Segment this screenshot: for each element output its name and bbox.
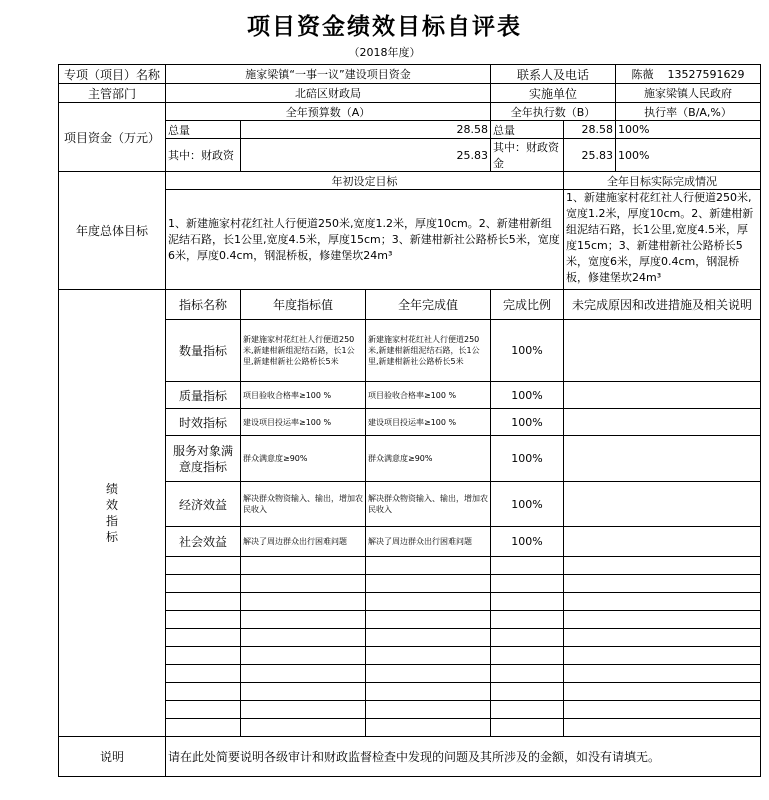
empty-cell: [241, 575, 366, 593]
empty-cell: [241, 701, 366, 719]
empty-cell: [564, 665, 761, 683]
empty-cell: [241, 719, 366, 737]
completed-value: 项目验收合格率≥100 %: [366, 382, 491, 409]
annual-value: 解决群众物资输入、输出，增加农民收入: [241, 482, 366, 527]
empty-cell: [564, 701, 761, 719]
contact-name: 陈薇: [631, 68, 654, 81]
empty-cell: [366, 719, 491, 737]
empty-cell: [366, 575, 491, 593]
department-row: [59, 84, 761, 103]
total-exec-value: 28.58: [564, 121, 616, 139]
annual-goal-label: 年度总体目标: [59, 172, 166, 290]
completion-ratio-header: 完成比例: [491, 290, 564, 320]
indicator-name: 经济效益: [166, 482, 241, 527]
empty-cell: [491, 701, 564, 719]
goals-header-row: [59, 172, 761, 190]
empty-cell: [166, 557, 241, 575]
actual-goal-text: 1、新建施家村花红社人行便道250米,宽度1.2米，厚度10cm。2、新建柑新组泥结石路，长1公里,宽度4.5米，厚度15cm；3、新建柑新社公路桥长5米，宽度6米，厚度0.4cm，钢混桥板，修建堡坎24m³: [564, 190, 761, 290]
empty-cell: [241, 557, 366, 575]
exec-header: 全年执行数（B）: [491, 103, 616, 121]
contact-label: 联系人及电话: [491, 65, 616, 84]
empty-cell: [241, 629, 366, 647]
empty-cell: [564, 647, 761, 665]
empty-cell: [366, 665, 491, 683]
completion-ratio: 100%: [491, 382, 564, 409]
rate-header: 执行率（B/A,%）: [616, 103, 761, 121]
initial-goal-text: 1、新建施家村花红社人行便道250米,宽度1.2米，厚度10cm。2、新建柑新组泥结石路，长1公里,宽度4.5米，厚度15cm；3、新建柑新社公路桥长5米，宽度6米，厚度0.4cm，钢混桥板，修建堡坎24m³: [166, 190, 564, 290]
annual-value: 新建施家村花红社人行便道250米,新建柑新组泥结石路，长1公里,新建柑新社公路桥长5米: [241, 320, 366, 382]
indicator-name: 社会效益: [166, 527, 241, 557]
reason-cell: [564, 527, 761, 557]
empty-cell: [564, 593, 761, 611]
empty-cell: [491, 611, 564, 629]
report-year: （2018年度）: [348, 46, 421, 59]
contact-info: [616, 65, 761, 84]
completion-ratio: 100%: [491, 320, 564, 382]
total-budget-value: 28.58: [241, 121, 491, 139]
annual-value: 项目验收合格率≥100 %: [241, 382, 366, 409]
completed-value: 新建施家村花红社人行便道250米,新建柑新组泥结石路，长1公里,新建柑新社公路桥长5米: [366, 320, 491, 382]
reason-cell: [564, 482, 761, 527]
total-label: 总量: [166, 121, 241, 139]
empty-cell: [491, 593, 564, 611]
empty-cell: [241, 665, 366, 683]
notes-text: 请在此处简要说明各级审计和财政监督检查中发现的问题及其所涉及的金额，如没有请填无。: [166, 737, 761, 777]
indicator-header-row: [59, 290, 761, 320]
completed-value: 建设项目投运率≥100 %: [366, 409, 491, 436]
completed-value: 解决了周边群众出行困难问题: [366, 527, 491, 557]
reason-cell: [564, 409, 761, 436]
project-name-value: 施家梁镇“一事一议”建设项目资金: [166, 65, 491, 84]
fiscal-exec-label: 其中：财政资金: [491, 139, 564, 172]
empty-cell: [241, 647, 366, 665]
empty-cell: [166, 647, 241, 665]
completion-ratio: 100%: [491, 409, 564, 436]
annual-value: 群众满意度≥90%: [241, 436, 366, 482]
reason-cell: [564, 320, 761, 382]
empty-cell: [166, 593, 241, 611]
empty-cell: [366, 683, 491, 701]
self-evaluation-table: [58, 64, 761, 777]
empty-cell: [366, 557, 491, 575]
funds-label: 项目资金（万元）: [59, 103, 166, 172]
impl-unit-value: 施家梁镇人民政府: [616, 84, 761, 103]
fiscal-budget-value: 25.83: [241, 139, 491, 172]
performance-indicator-label: 绩 效 指 标: [59, 290, 166, 737]
empty-cell: [366, 611, 491, 629]
indicator-name: 数量指标: [166, 320, 241, 382]
fiscal-budget-label: 其中：财政资: [166, 139, 241, 172]
empty-cell: [564, 629, 761, 647]
empty-cell: [491, 665, 564, 683]
initial-goal-header: 年初设定目标: [166, 172, 564, 190]
completed-value-header: 全年完成值: [366, 290, 491, 320]
empty-cell: [564, 575, 761, 593]
annual-value: 建设项目投运率≥100 %: [241, 409, 366, 436]
empty-cell: [166, 611, 241, 629]
page-title: 项目资金绩效目标自评表: [247, 13, 522, 40]
fiscal-exec-value: 25.83: [564, 139, 616, 172]
annual-value: 解决了周边群众出行困难问题: [241, 527, 366, 557]
empty-cell: [166, 701, 241, 719]
empty-cell: [166, 719, 241, 737]
funds-header-row: [59, 103, 761, 121]
dept-value: 北碚区财政局: [166, 84, 491, 103]
empty-cell: [564, 719, 761, 737]
empty-cell: [366, 647, 491, 665]
indicator-name: 时效指标: [166, 409, 241, 436]
impl-unit-label: 实施单位: [491, 84, 616, 103]
total-rate-value: 100%: [616, 121, 761, 139]
empty-cell: [491, 647, 564, 665]
empty-cell: [491, 683, 564, 701]
empty-cell: [564, 557, 761, 575]
empty-cell: [366, 629, 491, 647]
indicator-name: 服务对象满意度指标: [166, 436, 241, 482]
completed-value: 群众满意度≥90%: [366, 436, 491, 482]
reason-cell: [564, 382, 761, 409]
indicator-name: 质量指标: [166, 382, 241, 409]
empty-cell: [491, 557, 564, 575]
total-exec-label: 总量: [491, 121, 564, 139]
completion-ratio: 100%: [491, 436, 564, 482]
dept-label: 主管部门: [59, 84, 166, 103]
empty-cell: [166, 665, 241, 683]
empty-cell: [241, 611, 366, 629]
empty-cell: [241, 683, 366, 701]
indicator-name-header: 指标名称: [166, 290, 241, 320]
fiscal-rate-value: 100%: [616, 139, 761, 172]
empty-cell: [564, 683, 761, 701]
empty-cell: [564, 611, 761, 629]
contact-phone: 13527591629: [667, 68, 745, 81]
budget-header: 全年预算数（A）: [166, 103, 491, 121]
project-row: [59, 65, 761, 84]
completion-ratio: 100%: [491, 482, 564, 527]
reason-header: 未完成原因和改进措施及相关说明: [564, 290, 761, 320]
empty-cell: [166, 575, 241, 593]
notes-label: 说明: [59, 737, 166, 777]
annual-value-header: 年度指标值: [241, 290, 366, 320]
notes-row: [59, 737, 761, 777]
empty-cell: [491, 575, 564, 593]
empty-cell: [166, 629, 241, 647]
empty-cell: [491, 629, 564, 647]
completed-value: 解决群众物资输入、输出，增加农民收入: [366, 482, 491, 527]
empty-cell: [166, 683, 241, 701]
empty-cell: [366, 701, 491, 719]
actual-goal-header: 全年目标实际完成情况: [564, 172, 761, 190]
empty-cell: [241, 593, 366, 611]
empty-cell: [491, 719, 564, 737]
reason-cell: [564, 436, 761, 482]
empty-cell: [366, 593, 491, 611]
completion-ratio: 100%: [491, 527, 564, 557]
project-name-label: 专项（项目）名称: [59, 65, 166, 84]
